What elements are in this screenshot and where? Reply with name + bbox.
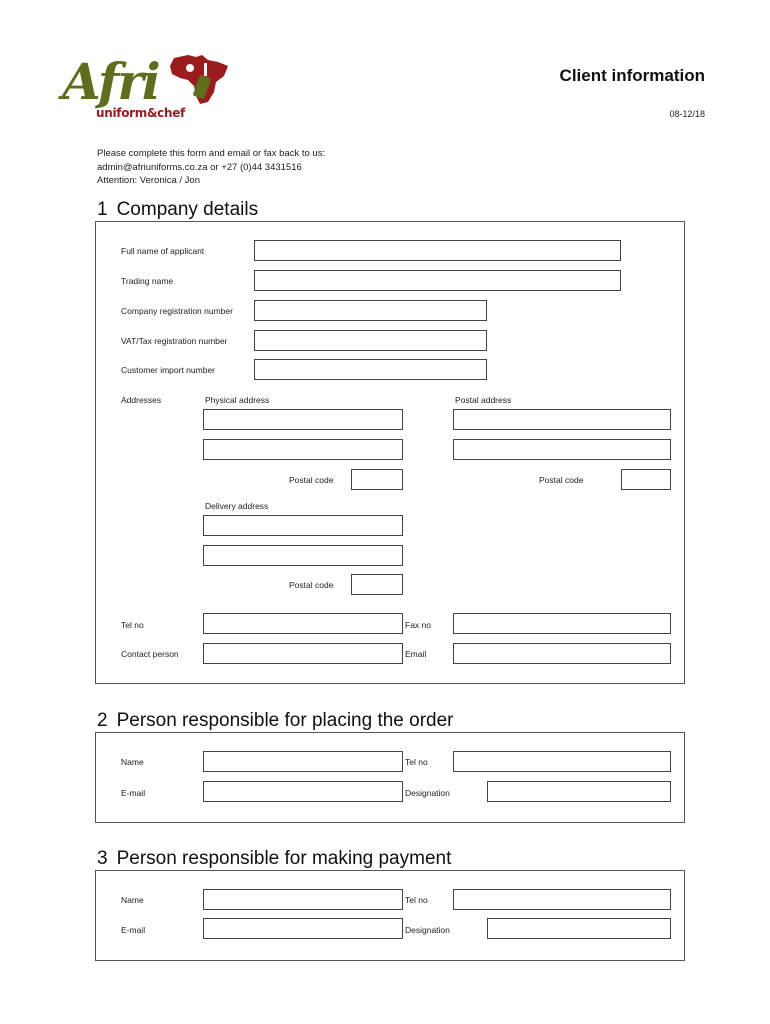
physical-address-line-2[interactable] bbox=[203, 439, 403, 460]
full-name-label: Full name of applicant bbox=[121, 246, 205, 256]
section-3-number: 3 bbox=[97, 848, 108, 869]
section-2-number: 2 bbox=[97, 710, 108, 731]
trading-name-field[interactable] bbox=[254, 270, 621, 291]
postal-address-line-1[interactable] bbox=[453, 409, 671, 430]
order-email-field[interactable] bbox=[203, 781, 403, 802]
payment-name-field[interactable] bbox=[203, 889, 403, 910]
payment-tel-label: Tel no bbox=[405, 895, 428, 905]
postal-postal-code-field[interactable] bbox=[621, 469, 671, 490]
postal-address-label: Postal address bbox=[455, 395, 512, 405]
document-date: 08-12/18 bbox=[669, 109, 705, 119]
physical-address-label: Physical address bbox=[205, 395, 270, 405]
order-person-panel bbox=[95, 732, 685, 823]
section-2-title: Person responsible for placing the order bbox=[116, 710, 454, 731]
section-1-title: Company details bbox=[116, 199, 259, 220]
delivery-postal-code-field[interactable] bbox=[351, 574, 403, 595]
addresses-label: Addresses bbox=[121, 395, 162, 405]
fax-no-label: Fax no bbox=[405, 620, 431, 630]
company-reg-label: Company registration number bbox=[121, 306, 233, 316]
section-1-number: 1 bbox=[97, 199, 108, 220]
vat-field[interactable] bbox=[254, 330, 487, 351]
tel-no-field[interactable] bbox=[203, 613, 403, 634]
vat-label: VAT/Tax registration number bbox=[121, 336, 228, 346]
order-email-label: E-mail bbox=[121, 788, 146, 798]
logo-script: Afri bbox=[62, 52, 159, 111]
company-reg-field[interactable] bbox=[254, 300, 487, 321]
intro-text bbox=[97, 147, 325, 188]
delivery-address-line-1[interactable] bbox=[203, 515, 403, 536]
payment-person-panel bbox=[95, 870, 685, 961]
section-3-heading bbox=[97, 848, 451, 870]
section-2-heading bbox=[97, 710, 454, 732]
delivery-address-label: Delivery address bbox=[205, 501, 269, 511]
contact-person-label: Contact person bbox=[121, 649, 179, 659]
order-name-field[interactable] bbox=[203, 751, 403, 772]
intro-line-3: Attention: Veronica / Jon bbox=[97, 175, 200, 186]
order-designation-label: Designation bbox=[405, 788, 450, 798]
tel-no-label: Tel no bbox=[121, 620, 144, 630]
contact-person-field[interactable] bbox=[203, 643, 403, 664]
postal-address-line-2[interactable] bbox=[453, 439, 671, 460]
intro-line-1: Please complete this form and email or fax back to us: bbox=[97, 148, 326, 159]
payment-tel-field[interactable] bbox=[453, 889, 671, 910]
email-label: Email bbox=[405, 649, 427, 659]
physical-postal-code-label: Postal code bbox=[289, 475, 334, 485]
customer-import-field[interactable] bbox=[254, 359, 487, 380]
full-name-field[interactable] bbox=[254, 240, 621, 261]
intro-line-2: admin@afriuniforms.co.za or +27 (0)44 3431516 bbox=[97, 161, 302, 173]
customer-import-label: Customer import number bbox=[121, 365, 216, 375]
section-1-heading bbox=[97, 199, 258, 221]
payment-name-label: Name bbox=[121, 895, 144, 905]
order-designation-field[interactable] bbox=[487, 781, 671, 802]
document-title: Client information bbox=[559, 66, 705, 85]
trading-name-label: Trading name bbox=[121, 276, 174, 286]
order-tel-field[interactable] bbox=[453, 751, 671, 772]
physical-postal-code-field[interactable] bbox=[351, 469, 403, 490]
payment-designation-field[interactable] bbox=[487, 918, 671, 939]
payment-email-field[interactable] bbox=[203, 918, 403, 939]
fax-no-field[interactable] bbox=[453, 613, 671, 634]
logo-subtitle: uniform&chef bbox=[96, 106, 185, 120]
payment-designation-label: Designation bbox=[405, 925, 450, 935]
order-name-label: Name bbox=[121, 757, 144, 767]
delivery-address-line-2[interactable] bbox=[203, 545, 403, 566]
section-3-title: Person responsible for making payment bbox=[116, 848, 452, 869]
africa-chef-icon bbox=[166, 54, 232, 106]
delivery-postal-code-label: Postal code bbox=[289, 580, 334, 590]
physical-address-line-1[interactable] bbox=[203, 409, 403, 430]
payment-email-label: E-mail bbox=[121, 925, 146, 935]
postal-postal-code-label: Postal code bbox=[539, 475, 584, 485]
email-field[interactable] bbox=[453, 643, 671, 664]
order-tel-label: Tel no bbox=[405, 757, 428, 767]
